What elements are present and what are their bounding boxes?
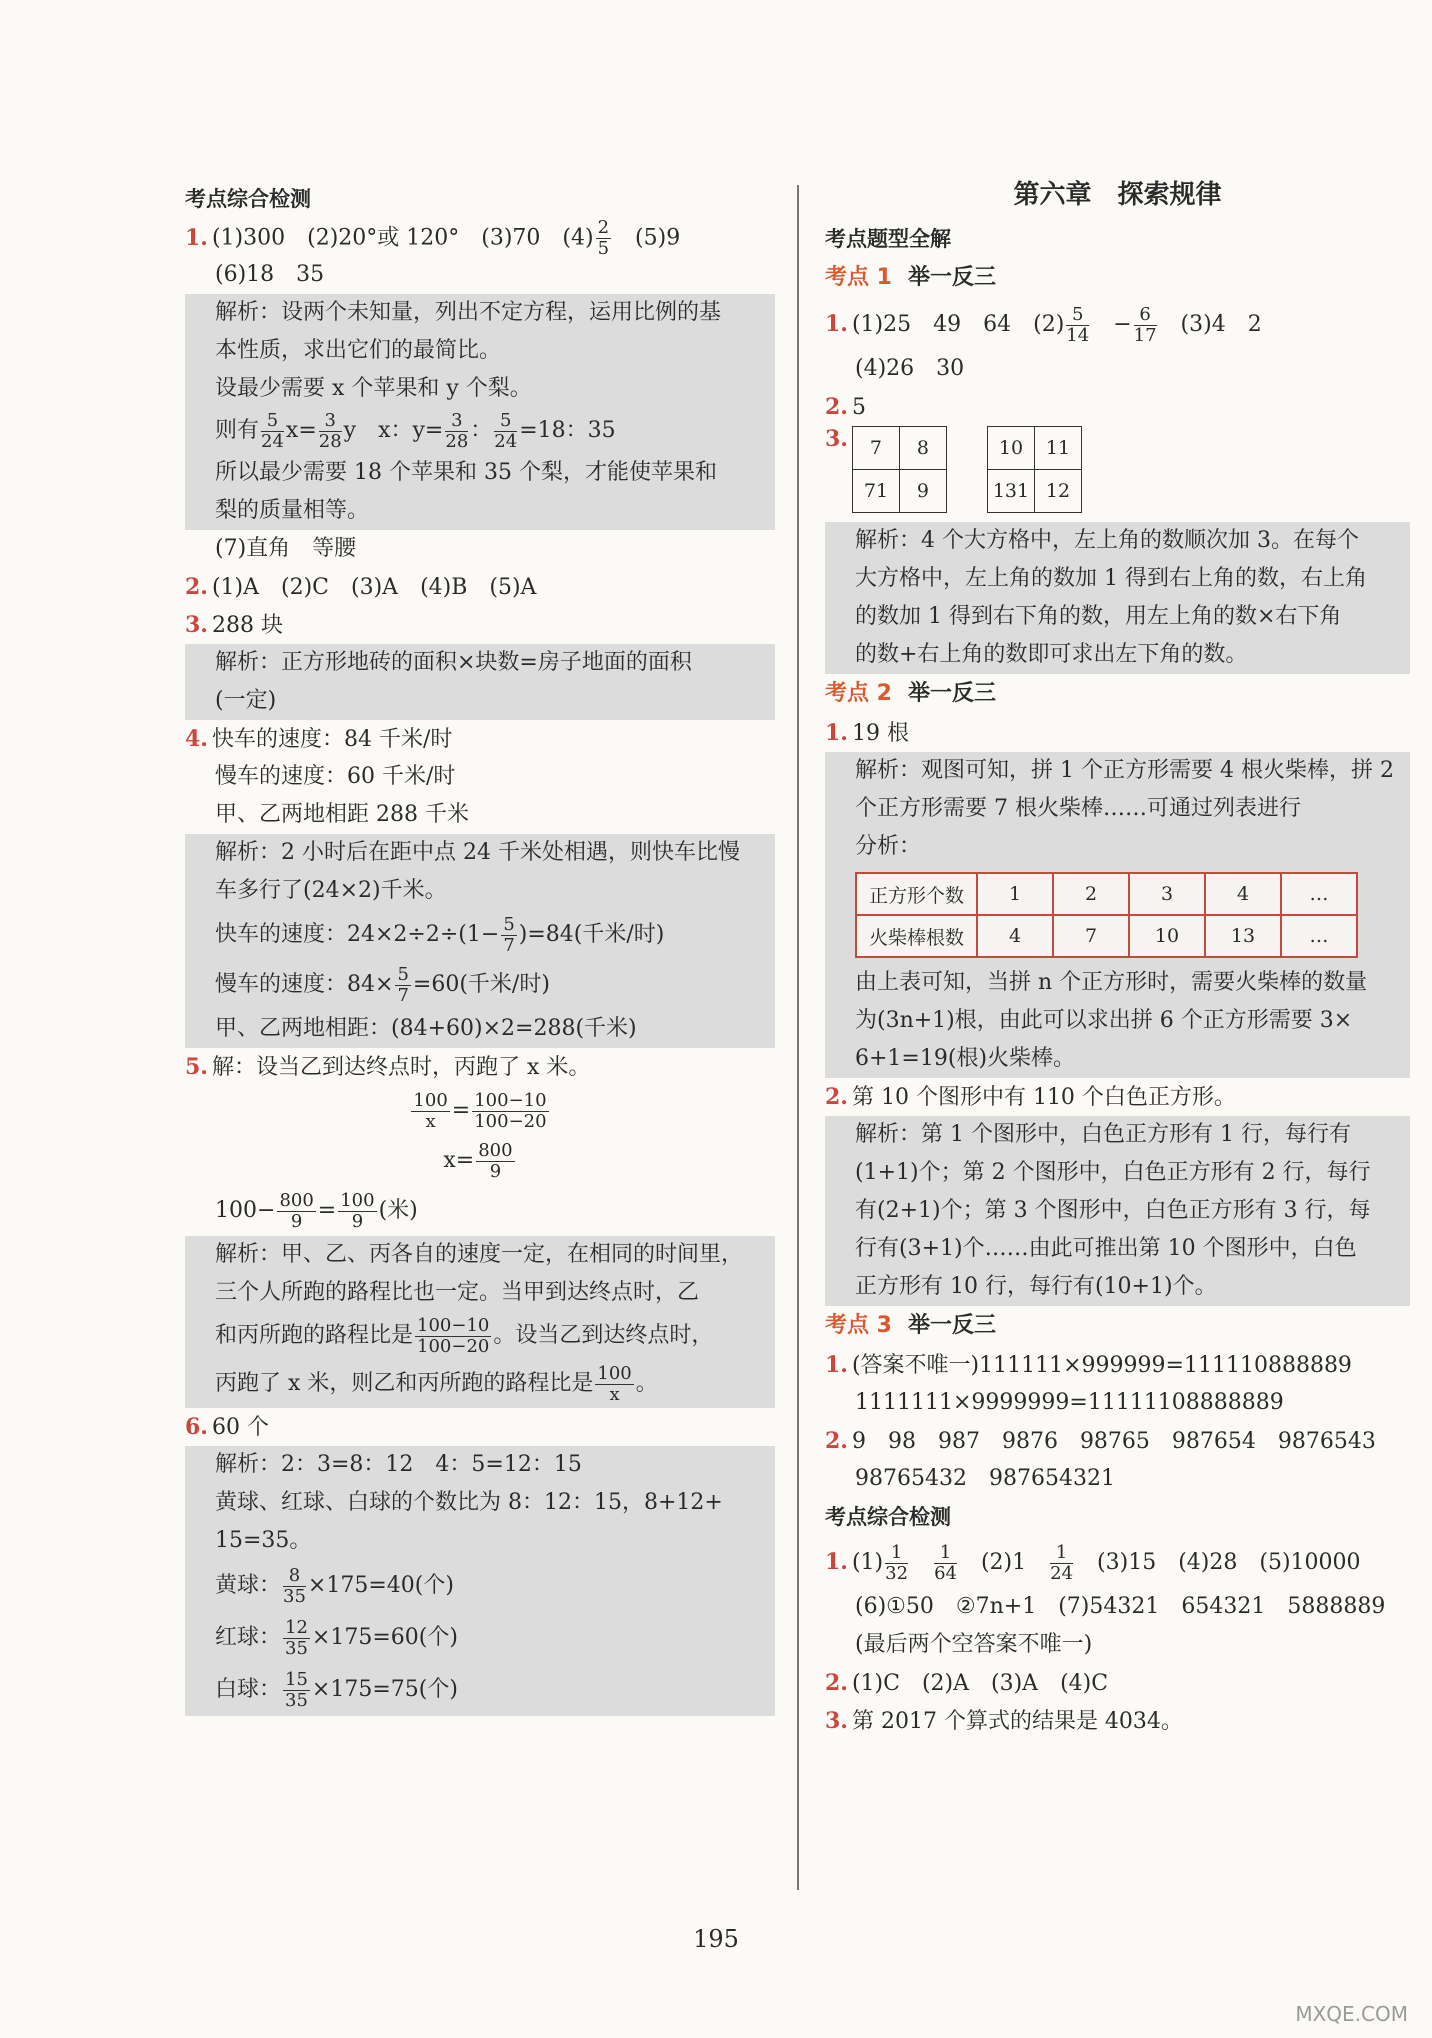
matchstick-table: 正方形个数 1 2 3 4 … 火柴棒根数 4 7 10 13 …: [855, 872, 1358, 958]
number-grid-2: 10 11 131 12: [987, 426, 1082, 513]
k2-q2-explanation: 解析：第 1 个图形中，白色正方形有 1 行，每行有 (1+1)个；第 2 个图形中，白色正方形有 2 行，每行 有(2+1)个；第 3 个图形中，白色正方形有 3 行，每 行有(3+1)个……由此可推出第 10 个图形中，白色 正方形有 10 行，每行有(10+1)个。: [825, 1116, 1410, 1306]
k1-q2: 2. 5: [825, 394, 866, 420]
k1-q1: 1. (1)25 49 64 (2) $\frac{5}{14}$ − $\frac{6}{17}$ (3)4 2: [825, 303, 1262, 346]
review-q2: 2. (1)C (2)A (3)A (4)C: [825, 1670, 1109, 1696]
q6-answer: 6. 60 个: [185, 1414, 269, 1440]
q1-answer-cont: (7)直角 等腰: [215, 536, 357, 561]
k3-q1: 1. (答案不唯一)111111×999999=111110888889: [825, 1352, 1352, 1378]
q4-explanation: 解析：2 小时后在距中点 24 千米处相遇，则快车比慢 车多行了(24×2)千米。 快车的速度：24×2÷2÷(1− $\frac{5}{7}$ )=84(千米/时) 慢车的速度：84× $\frac{5}{7}$ =60(千米/时) 甲、乙两地相距：(84+60)×2=288(千米): [185, 834, 775, 1048]
kaodian-2-header: 考点 2 举一反三: [825, 681, 996, 706]
k2-q1-explanation: 解析：观图可知，拼 1 个正方形需要 4 根火柴棒，拼 2 个正方形需要 7 根火柴棒……可通过列表进行 分析： 正方形个数 1 2 3 4 … 火柴棒根数 4 7 10 13 … 由上表可知，当拼 n 个正方形时，需要火柴棒的数量 为(3n+1)根，由此可以求出拼 6 个正方形需要 3× 6+1=19(根)火柴棒。: [825, 752, 1410, 1078]
k1-q3: 3. 7 8 71 9 10 11 131 12: [825, 426, 1410, 522]
left-column: 考点综合检测 1. (1)300 (2)20°或 120° (3)70 (4) $\frac{2}{5}$ (5)9 (6)18 35 解析：设两个未知量，列出不定方程，运用比例的基 本性质，求出它们的最简比。 设最少需要 x 个苹果和 y 个梨。 则有 $\frac{5}{24}$ x= $\frac{3}{28}$ y x：y= $\frac{3}{28}$ ： $\frac{5}{24}$ =18：35 所以最少需要 18 个苹果和 35 个梨，才能使苹果和 梨的质量相等。 (7)直角 等腰 2. (1)A (2)C (3)A (4)B (5)A 3. 288 块 解析：正方形地砖的面积×块数=房子地面的面积 (一定) 4. 快车的速度：84 千米/时 慢车的速度：60 千米/时 甲、乙两地相距 288 千米 解析：2 小时后在距中点 24 千米处相遇，则快车比慢 车多行了(24×2)千米。 快车的速度：24×2÷2÷(1− $\frac{5}{7}$ )=84(千米/时) 慢车的速度：84× $\frac{5}{7}$ =60(千米/时) 甲、乙两地相距：(84+60)×2=288(千米) 5. 解：设当乙到达终点时，丙跑了 x 米。 $\frac{100}{x}$ = $\frac{100-10}{100-20}$ x= $\frac{800}{9}$ 100− $\frac{800}{9}$ = $\frac{100}{9}$ (米) 解析：甲、乙、丙各自的速度一定，在相同的时间里， 三个人所跑的路程比也一定。当甲到达终点时，乙 和丙所跑的路程比是 $\frac{100-10}{100-20}$ 。设当乙到达终点时， 丙跑了 x 米，则乙和丙所跑的路程比是 $\frac{100}{x}$ 。 6. 60 个 解析：2：3=8：12 4：5=12：15 黄球、红球、白球的个数比为 8：12：15，8+12+ 15=35。 黄球： $\frac{8}{35}$ ×175=40(个) 红球： $\frac{12}{35}$ ×175=60(个) 白球： $\frac{15}{35}$ ×175=75(个): [185, 180, 775, 1716]
q1-explanation: 解析：设两个未知量，列出不定方程，运用比例的基 本性质，求出它们的最简比。 设最少需要 x 个苹果和 y 个梨。 则有 $\frac{5}{24}$ x= $\frac{3}{28}$ y x：y= $\frac{3}{28}$ ： $\frac{5}{24}$ =18：35 所以最少需要 18 个苹果和 35 个梨，才能使苹果和 梨的质量相等。: [185, 294, 775, 530]
q5-equation: x= $\frac{800}{9}$: [443, 1139, 513, 1182]
q5-answer: 5. 解：设当乙到达终点时，丙跑了 x 米。: [185, 1054, 591, 1080]
column-divider: [797, 185, 799, 1890]
section-heading: 考点题型全解: [825, 227, 951, 251]
k1-q3-explanation: 解析：4 个大方格中，左上角的数顺次加 3。在每个 大方格中，左上角的数加 1 得到右上角的数，右上角 的数加 1 得到右下角的数，用左上角的数×右下角 的数+右上角的数即可求出左下角的数。: [825, 522, 1410, 674]
q5-explanation: 解析：甲、乙、丙各自的速度一定，在相同的时间里， 三个人所跑的路程比也一定。当甲到达终点时，乙 和丙所跑的路程比是 $\frac{100-10}{100-20}$ 。设当乙到达终点时， 丙跑了 x 米，则乙和丙所跑的路程比是 $\frac{100}{x}$ 。: [185, 1236, 775, 1408]
q5-equation: $\frac{100}{x}$ = $\frac{100-10}{100-20}$: [413, 1089, 547, 1132]
q5-equation: 100− $\frac{800}{9}$ = $\frac{100}{9}$ (米): [215, 1189, 418, 1232]
review-q1: 1. (1) $\frac{1}{32}$ $\frac{1}{64}$ (2)1 $\frac{1}{24}$ (3)15 (4)28 (5)10000: [825, 1541, 1361, 1584]
review-q3: 3. 第 2017 个算式的结果是 4034。: [825, 1708, 1183, 1734]
fraction: $\frac{2}{5}$: [597, 217, 610, 259]
q1-answer: 1. (1)300 (2)20°或 120° (3)70 (4) $\frac{2}{5}$ (5)9: [185, 217, 681, 259]
q3-answer: 3. 288 块: [185, 612, 283, 638]
k3-q2: 2. 9 98 987 9876 98765 987654 9876543: [825, 1428, 1376, 1454]
watermark: MXQE.COM: [1295, 2002, 1408, 2026]
page-number: 195: [693, 1925, 739, 1953]
k2-q2: 2. 第 10 个图形中有 110 个白色正方形。: [825, 1084, 1236, 1110]
q3-explanation: 解析：正方形地砖的面积×块数=房子地面的面积 (一定): [185, 644, 775, 720]
section-heading: 考点综合检测: [825, 1505, 951, 1529]
q2-answer: 2. (1)A (2)C (3)A (4)B (5)A: [185, 574, 537, 600]
k2-q1: 1. 19 根: [825, 720, 909, 746]
chapter-title: 第六章 探索规律: [1013, 180, 1222, 210]
section-heading: 考点综合检测: [185, 187, 311, 211]
right-column: 第六章 探索规律 考点题型全解 考点 1 举一反三 1. (1)25 49 64 (2) $\frac{5}{14}$ − $\frac{6}{17}$ (3)4 2 (4)26 30 2. 5 3. 7 8 71 9 10 11 131 12 解析：4 个大方格中，左上角的数顺次加 3。在每个 大方格中，左上角的数加 1 得到右上角的数，右上角 的数加 1 得到右下角的数，用左上角的数×右下角 的数+右上角的数即可求出左下角的数。 考点 2 举一反三 1. 19 根 解析：观图可知，拼 1 个正方形需要 4 根火柴棒，拼 2 个正方形需要 7 根火柴棒……可通过列表进行 分析： 正方形个数 1 2 3 4 … 火柴棒根数 4 7 10 13 … 由上表可知，当拼 n 个正方形时，需要火柴棒的数量 为(3n+1)根，由此可以求出拼 6 个正方形需要 3× 6+1=19(根)火柴棒。 2. 第 10 个图形中有 110 个白色正方形。 解析：第 1 个图形中，白色正方形有 1 行，每行有 (1+1)个；第 2 个图形中，白色正方形有 2 行，每行 有(2+1)个；第 3 个图形中，白色正方形有 3 行，每 行有(3+1)个……由此可推出第 10 个图形中，白色 正方形有 10 行，每行有(10+1)个。 考点 3 举一反三 1. (答案不唯一)111111×999999=111110888889 1111111×9999999=11111108888889 2. 9 98 987 9876 98765 987654 9876543 98765432 987654321 考点综合检测 1. (1) $\frac{1}{32}$ $\frac{1}{64}$ (2)1 $\frac{1}{24}$ (3)15 (4)28 (5)10000 (6)①50 ②7n+1 (7)54321 654321 5888889 (最后两个空答案不唯一) 2. (1)C (2)A (3)A (4)C 3. 第 2017 个算式的结果是 4034。: [825, 170, 1410, 1740]
q1-answer-cont: (6)18 35: [215, 262, 325, 287]
kaodian-3-header: 考点 3 举一反三: [825, 1313, 996, 1338]
kaodian-1-header: 考点 1 举一反三: [825, 265, 996, 290]
number-grid-1: 7 8 71 9: [852, 426, 947, 513]
q6-explanation: 解析：2：3=8：12 4：5=12：15 黄球、红球、白球的个数比为 8：12：15，8+12+ 15=35。 黄球： $\frac{8}{35}$ ×175=40(个) 红球： $\frac{12}{35}$ ×175=60(个) 白球： $\frac{15}{35}$ ×175=75(个): [185, 1446, 775, 1716]
q4-answer: 4. 快车的速度：84 千米/时: [185, 726, 453, 752]
